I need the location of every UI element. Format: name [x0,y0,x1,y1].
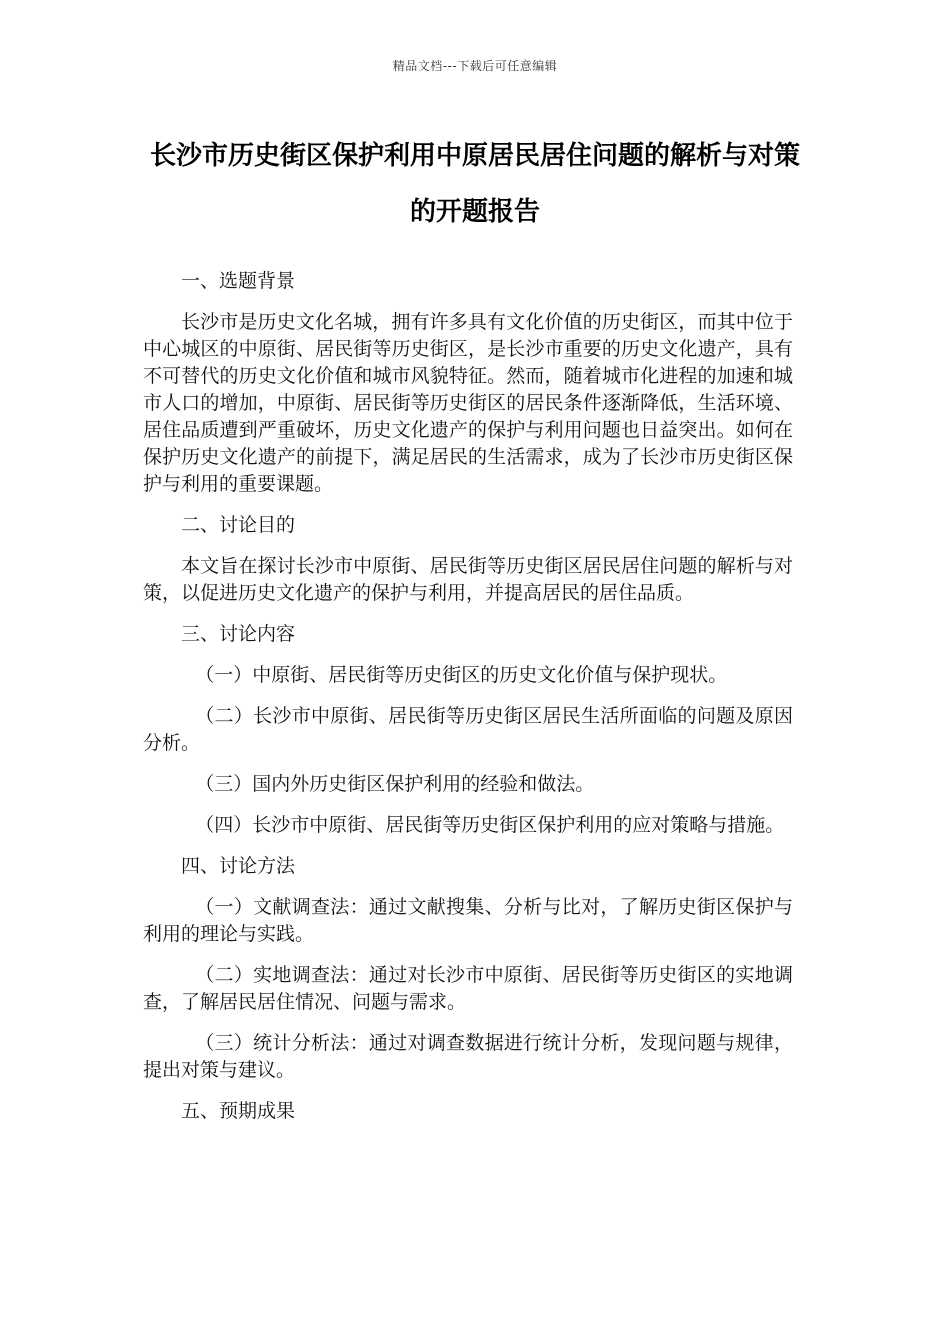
document-title: 长沙市历史街区保护利用中原居民居住问题的解析与对策的开题报告 [149,141,800,227]
section-heading-purpose: 二、讨论目的 [181,514,296,536]
section-heading-methods: 四、讨论方法 [181,855,296,877]
page-header-note: 精品文档---下载后可任意编辑 [392,59,558,73]
method-item: （一）文献调查法：通过文献搜集、分析与比对，了解历史街区保护与利用的理论与实践。 [143,896,793,945]
section-heading-content: 三、讨论内容 [181,623,296,645]
background-paragraph: 长沙市是历史文化名城，拥有许多具有文化价值的历史街区，而其中位于中心城区的中原街、居民街等历史街区，是长沙市重要的历史文化遗产，具有不可替代的历史文化价值和城市风貌特征。然而，随着城市化进程的加速和城市人口的增加，中原街、居民街等历史街区的居民条件逐渐降低，生活环境、居住品质遭到严重破坏，历史文化遗产的保护与利用问题也日益突出。如何在保护历史文化遗产的前提下，满足居民的生活需求，成为了长沙市历史街区保护与利用的重要课题。 [143,311,793,495]
document-body [143,268,793,1139]
purpose-paragraph: 本文旨在探讨长沙市中原街、居民街等历史街区居民居住问题的解析与对策，以促进历史文化遗产的保护与利用，并提高居民的居住品质。 [143,555,793,604]
content-item: （二）长沙市中原街、居民街等历史街区居民生活所面临的问题及原因分析。 [143,705,793,754]
method-item: （三）统计分析法：通过对调查数据进行统计分析，发现问题与规律，提出对策与建议。 [143,1032,793,1081]
section-heading-background: 一、选题背景 [181,270,296,292]
content-item: （四）长沙市中原街、居民街等历史街区保护利用的应对策略与措施。 [195,814,785,836]
method-item: （二）实地调查法：通过对长沙市中原街、居民街等历史街区的实地调查，了解居民居住情况、问题与需求。 [143,964,793,1013]
section-heading-outcomes: 五、预期成果 [181,1100,296,1122]
content-item: （一）中原街、居民街等历史街区的历史文化价值与保护现状。 [195,664,728,686]
content-item: （三）国内外历史街区保护利用的经验和做法。 [195,773,595,795]
